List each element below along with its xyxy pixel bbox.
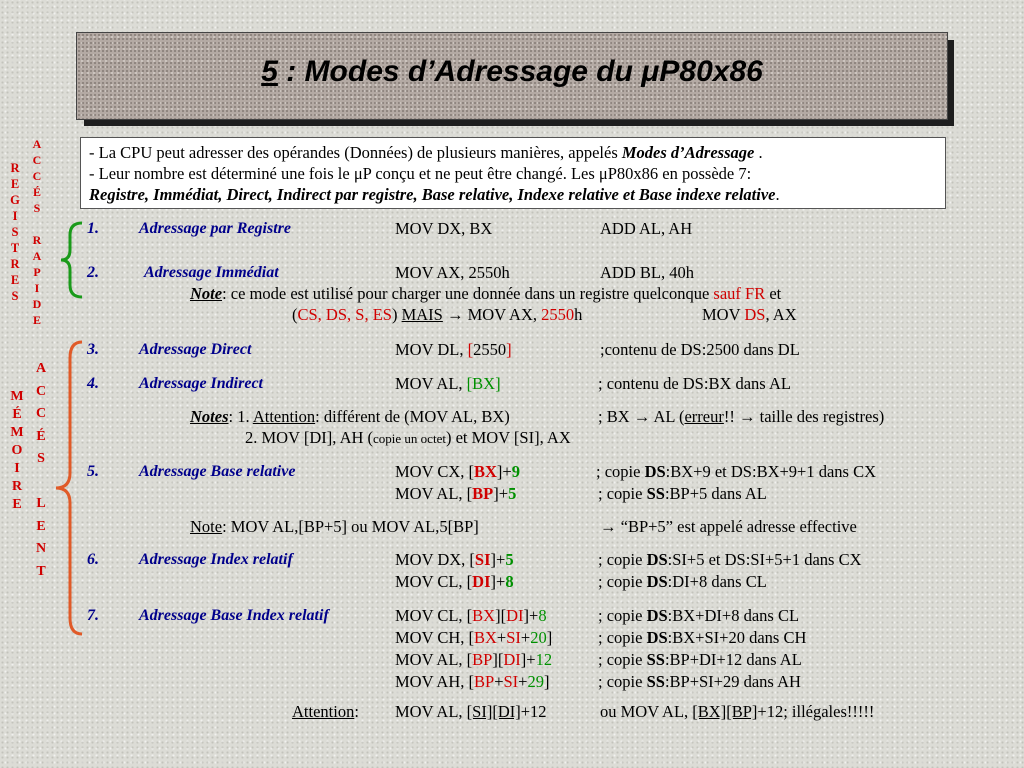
item-7-code-1: MOV CL, [BX][DI]+8	[395, 606, 547, 625]
item-7-comment-3: ; copie SS:BP+DI+12 dans AL	[598, 650, 802, 669]
item-1-example-2: ADD AL, AH	[600, 219, 693, 238]
modes-list: Registre, Immédiat, Direct, Indirect par registre, Base relative, Indexe relative et Base indexe relative	[89, 185, 776, 204]
item-7-comment-4: ; copie SS:BP+SI+29 dans AH	[598, 672, 801, 691]
item-7-comment-2: ; copie DS:BX+SI+20 dans CH	[598, 628, 807, 647]
item-4-code: MOV AL, [BX]	[395, 374, 501, 393]
item-7-code-3: MOV AL, [BP][DI]+12	[395, 650, 553, 669]
item-7-name: Adressage Base Index relatif	[139, 607, 329, 624]
brace-memoire	[48, 338, 88, 638]
label-acces-lent: A C C É S L E N T	[35, 361, 47, 579]
item-6-comment-1: ; copie DS:SI+5 et DS:SI+5+1 dans CX	[598, 550, 862, 569]
item-3-code: MOV DL, [2550]	[395, 340, 512, 359]
attention-label: Attention:	[292, 702, 359, 721]
item-2-example-2: ADD BL, 40h	[600, 263, 694, 282]
title-text: Modes d’Adressage du μP80x86	[304, 55, 763, 88]
label-registres: R E G I S T R E S	[10, 161, 20, 303]
item-3-comment: ;contenu de DS:2500 dans DL	[600, 340, 800, 359]
item-7-comment-1: ; copie DS:BX+DI+8 dans CL	[598, 606, 800, 625]
note-2-line-1: Note: ce mode est utilisé pour charger une donnée dans un registre quelconque sauf FR et	[190, 284, 782, 303]
item-7-code-2: MOV CH, [BX+SI+20]	[395, 628, 553, 647]
item-6-code-1: MOV DX, [SI]+5	[395, 550, 514, 569]
intro-text: .	[754, 143, 763, 162]
item-3-number: 3.	[87, 341, 99, 358]
item-2-number: 2.	[87, 264, 99, 281]
intro-line-1	[89, 143, 763, 163]
item-5-comment-2: ; copie SS:BP+5 dans AL	[598, 484, 767, 503]
item-5-name: Adressage Base relative	[139, 463, 296, 480]
notes-4-line-1-b: ; BX → AL (erreur!! → taille des registres)	[598, 407, 885, 426]
note-5-b: → “BP+5” est appelé adresse effective	[600, 517, 857, 536]
notes-4-line-1: Notes: 1. Attention: différent de (MOV AL, BX)	[190, 407, 510, 426]
item-4-name: Adressage Indirect	[139, 375, 263, 392]
label-memoire: M É M O I R E	[10, 389, 24, 512]
item-1-example-1: MOV DX, BX	[395, 219, 493, 238]
item-6-number: 6.	[87, 551, 99, 568]
item-6-comment-2: ; copie DS:DI+8 dans CL	[598, 572, 767, 591]
item-5-code-1: MOV CX, [BX]+9	[395, 462, 520, 481]
item-3-name: Adressage Direct	[139, 341, 252, 358]
note-5: Note: MOV AL,[BP+5] ou MOV AL,5[BP]	[190, 517, 479, 536]
item-6-code-2: MOV CL, [DI]+8	[395, 572, 514, 591]
item-4-comment: ; contenu de DS:BX dans AL	[598, 374, 791, 393]
brace-registres	[56, 220, 86, 300]
item-5-number: 5.	[87, 463, 99, 480]
item-1-name: Adressage par Registre	[139, 220, 291, 237]
intro-line-2: - Leur nombre est déterminé une fois le μP conçu et ne peut être changé. Les μP80x86 en possède 7:	[89, 164, 752, 183]
intro-line-3	[89, 185, 780, 205]
item-7-code-4: MOV AH, [BP+SI+29]	[395, 672, 550, 691]
note-2-line-2-b: MOV DS, AX	[702, 305, 797, 324]
item-6-name: Adressage Index relatif	[139, 551, 293, 568]
item-1-number: 1.	[87, 220, 99, 237]
title-box	[76, 32, 948, 120]
intro-emphasis: Modes d’Adressage	[621, 143, 755, 162]
label-acces-rapide: A C C É S R A P I D E	[32, 137, 42, 327]
slide-title	[77, 55, 947, 89]
intro-text: .	[775, 185, 780, 204]
notes-4-line-2: 2. MOV [DI], AH (copie un octet) et MOV [SI], AX	[245, 428, 571, 447]
note-2-line-2: (CS, DS, S, ES) MAIS → MOV AX, 2550h	[292, 305, 583, 324]
item-7-number: 7.	[87, 607, 99, 624]
item-2-example-1: MOV AX, 2550h	[395, 263, 510, 282]
title-sep: :	[277, 55, 305, 88]
item-5-code-2: MOV AL, [BP]+5	[395, 484, 517, 503]
attention-code: MOV AL, [SI][DI]+12	[395, 702, 547, 721]
title-number: 5	[261, 55, 278, 88]
attention-comment: ou MOV AL, [BX][BP]+12; illégales!!!!!	[600, 702, 875, 721]
intro-box	[80, 137, 946, 209]
item-2-name: Adressage Immédiat	[144, 264, 279, 281]
item-4-number: 4.	[87, 375, 99, 392]
intro-text: - La CPU peut adresser des opérandes (Données) de plusieurs manières, appelés	[89, 143, 622, 162]
item-5-comment-1: ; copie DS:BX+9 et DS:BX+9+1 dans CX	[596, 462, 877, 481]
